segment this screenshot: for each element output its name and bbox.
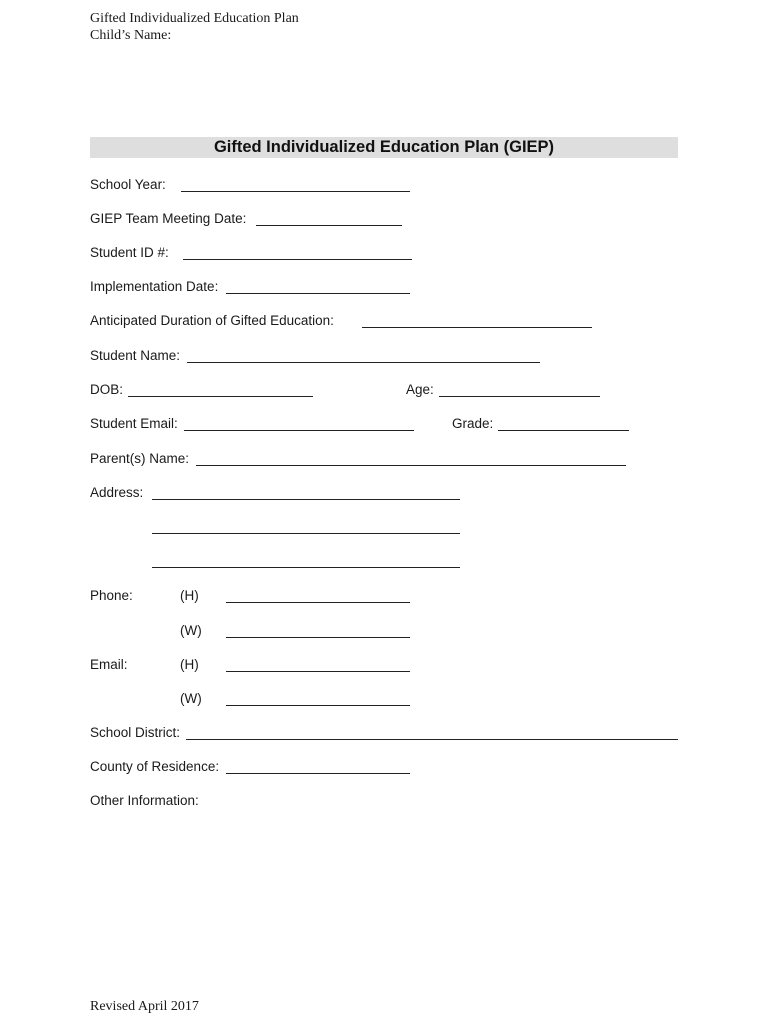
phone-home-field[interactable]: [226, 602, 410, 603]
county-of-residence-field[interactable]: [226, 773, 410, 774]
row-county-of-residence: [90, 759, 690, 779]
email-home-label: (H): [180, 657, 199, 672]
grade-field[interactable]: [498, 430, 629, 431]
row-phone-home: [90, 588, 690, 608]
school-district-field[interactable]: [186, 739, 678, 740]
email-label: Email:: [90, 657, 128, 672]
document-header: [90, 8, 299, 47]
header-title: Gifted Individualized Education Plan: [90, 11, 299, 26]
other-information-label: Other Information:: [90, 793, 199, 808]
address-label: Address:: [90, 485, 144, 500]
student-name-field[interactable]: [187, 362, 540, 363]
dob-field[interactable]: [128, 396, 313, 397]
row-dob-age: [90, 382, 690, 402]
row-student-id: [90, 245, 690, 265]
parents-name-label: Parent(s) Name:: [90, 451, 190, 466]
dob-label: DOB:: [90, 382, 124, 397]
address-line-2-field[interactable]: [152, 533, 460, 534]
row-team-meeting-date: [90, 211, 690, 231]
anticipated-duration-label: Anticipated Duration of Gifted Education:: [90, 313, 334, 328]
phone-work-label: (W): [180, 623, 202, 638]
student-id-field[interactable]: [183, 259, 412, 260]
team-meeting-date-label: GIEP Team Meeting Date:: [90, 211, 247, 226]
row-implementation-date: [90, 279, 690, 299]
row-address-2: [90, 519, 690, 539]
county-of-residence-label: County of Residence:: [90, 759, 220, 774]
team-meeting-date-field[interactable]: [256, 225, 402, 226]
email-work-label: (W): [180, 691, 202, 706]
form-title: Gifted Individualized Education Plan (GIEP): [90, 137, 678, 158]
school-district-label: School District:: [90, 725, 181, 740]
row-anticipated-duration: [90, 313, 690, 333]
school-year-field[interactable]: [181, 191, 410, 192]
school-year-label: School Year:: [90, 177, 166, 192]
row-email-home: [90, 657, 690, 677]
email-home-field[interactable]: [226, 671, 410, 672]
student-email-field[interactable]: [184, 430, 414, 431]
address-line-1-field[interactable]: [152, 499, 460, 500]
implementation-date-label: Implementation Date:: [90, 279, 219, 294]
row-school-year: [90, 177, 690, 197]
phone-work-field[interactable]: [226, 637, 410, 638]
address-line-3-field[interactable]: [152, 567, 460, 568]
header-childs-name: Child’s Name:: [90, 28, 172, 43]
row-address: [90, 485, 690, 505]
student-id-label: Student ID #:: [90, 245, 169, 260]
email-work-field[interactable]: [226, 705, 410, 706]
student-email-label: Student Email:: [90, 416, 178, 431]
row-address-3: [90, 553, 690, 573]
student-name-label: Student Name:: [90, 348, 181, 363]
grade-label: Grade:: [452, 416, 494, 431]
row-parents-name: [90, 451, 690, 471]
row-phone-work: [90, 623, 690, 643]
phone-label: Phone:: [90, 588, 133, 603]
row-student-name: [90, 348, 690, 368]
age-label: Age:: [406, 382, 434, 397]
row-email-work: [90, 691, 690, 711]
row-student-email-grade: [90, 416, 690, 436]
parents-name-field[interactable]: [196, 465, 626, 466]
age-field[interactable]: [439, 396, 600, 397]
phone-home-label: (H): [180, 588, 199, 603]
row-other-information: [90, 793, 690, 813]
implementation-date-field[interactable]: [226, 293, 410, 294]
anticipated-duration-field[interactable]: [362, 327, 592, 328]
row-school-district: [90, 725, 690, 745]
revision-footer: Revised April 2017: [90, 999, 199, 1014]
